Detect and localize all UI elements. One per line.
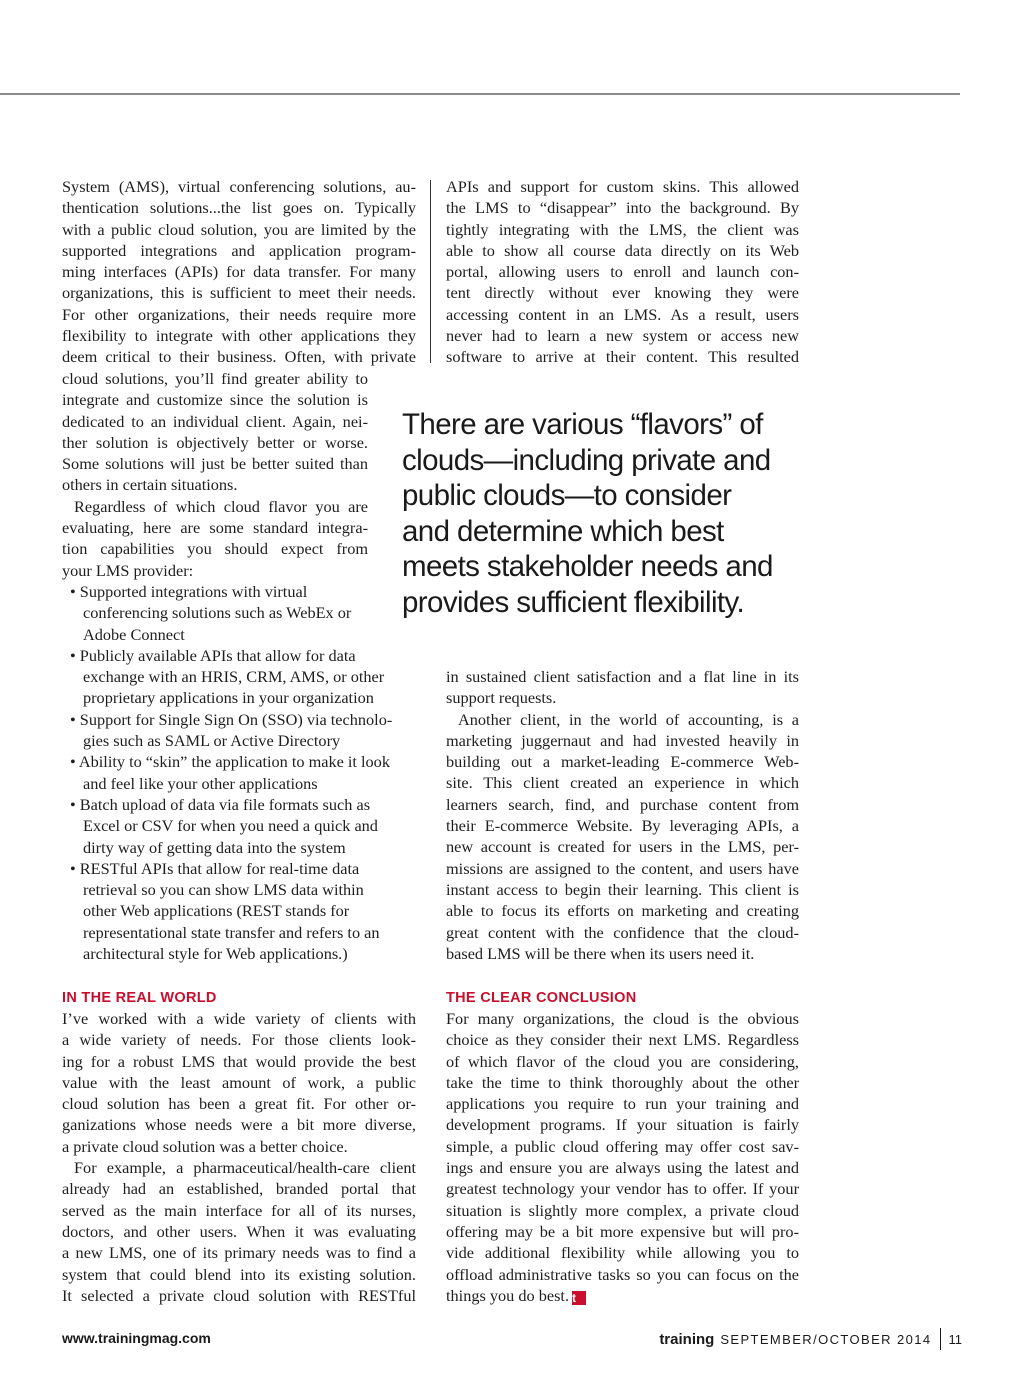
text-line: APIs and support for custom skins. This allowed (446, 177, 799, 196)
text-line: cloud solution has been a great fit. For other or- (62, 1094, 416, 1114)
footer-separator (940, 1328, 941, 1350)
text-line: For other organizations, their needs require more (62, 304, 416, 324)
left-column-top (62, 176, 416, 368)
text-line: other Web applications (REST stands for (83, 901, 350, 921)
pull-quote-line: public clouds—to consider (402, 479, 732, 513)
text-line: able to show all course data directly on its Web (446, 240, 799, 260)
text-line: with a public cloud solution, you are limited by the (62, 219, 416, 239)
text-line: vide additional flexibility while allowing you to (446, 1243, 799, 1263)
text-line: a wide variety of needs. For those clients look- (62, 1030, 416, 1050)
text-line: instant access to begin their learning. This client is (446, 879, 799, 899)
text-line: flexibility to integrate with other applications they (62, 326, 416, 346)
text-line: offload administrative tasks so you can focus on the (446, 1264, 799, 1284)
text-line: a private cloud solution was a better choice. (62, 1136, 348, 1156)
text-line: ther solution is objectively better or worse. (62, 432, 368, 452)
text-line: integrate and customize since the solution is (62, 390, 368, 410)
text-line: proprietary applications in your organization (83, 688, 374, 708)
text-line: of which flavor of the cloud you are considering, (446, 1051, 799, 1071)
pull-quote-line: clouds—including private and (402, 443, 771, 477)
text-line: architectural style for Web applications.) (83, 944, 348, 964)
text-line: For example, a pharmaceutical/health-care client (74, 1158, 416, 1178)
text-line: their E-commerce Website. By leveraging APIs, a (446, 816, 799, 836)
text-line: great content with the confidence that the cloud- (446, 922, 799, 942)
text-line: others in certain situations. (62, 475, 238, 495)
text-line: a new LMS, one of its primary needs was to find a (62, 1243, 416, 1263)
text-line: exchange with an HRIS, CRM, AMS, or other (83, 667, 385, 687)
text-line: support requests. (446, 688, 557, 708)
text-line: doctors, and other users. When it was evaluating (62, 1221, 416, 1241)
header-rule (0, 93, 960, 95)
text-line: tent directly without ever knowing they were (446, 283, 799, 303)
text-line: retrieval so you can show LMS data within (83, 880, 364, 900)
end-mark-icon: t (572, 1291, 586, 1305)
text-line: accessing content in an LMS. As a result, users (446, 304, 799, 324)
text-line: supported integrations and application program- (62, 240, 416, 260)
text-line: gies such as SAML or Active Directory (83, 731, 341, 751)
text-line: learners search, find, and purchase content from (446, 794, 799, 814)
left-column-bottom (62, 1008, 416, 1306)
text-line: I’ve worked with a wide variety of clients with (62, 1009, 416, 1028)
text-line: based LMS will be there when its users need it. (446, 943, 755, 963)
text-line: • Batch upload of data via file formats such as (70, 794, 371, 814)
text-line: dedicated to an individual client. Again, nei- (62, 411, 368, 431)
text-line: Some solutions will just be better suited than (62, 454, 368, 474)
text-line: organizations, this is sufficient to meet their needs. (62, 283, 416, 303)
text-line: • Supported integrations with virtual (70, 582, 308, 601)
text-line: marketing juggernaut and had invested heavily in (446, 730, 799, 750)
text-line: evaluating, here are some standard integra- (62, 518, 368, 538)
footer-folio (659, 1328, 962, 1348)
text-line: choice as they consider their next LMS. Regardless (446, 1030, 799, 1050)
text-line: It selected a private cloud solution with RESTful (62, 1285, 416, 1305)
text-line: Excel or CSV for when you need a quick and (83, 816, 378, 836)
right-column-bottom (446, 1008, 799, 1306)
text-line: thentication solutions...the list goes on. Typically (62, 198, 416, 218)
text-line: dirty way of getting data into the system (83, 837, 346, 857)
text-line: and feel like your other applications (83, 773, 318, 793)
text-line: For many organizations, the cloud is the obvious (446, 1009, 799, 1028)
text-line: the LMS to “disappear” into the background. By (446, 198, 799, 218)
text-line: Adobe Connect (83, 624, 185, 644)
text-line: tion capabilities you should expect from (62, 539, 368, 559)
left-column-narrow (62, 368, 368, 581)
text-line: representational state transfer and refers to an (83, 922, 380, 942)
section-heading-clear-conclusion: THE CLEAR CONCLUSION (446, 990, 637, 1006)
text-line: value with the least amount of work, a public (62, 1072, 416, 1092)
pull-quote-line: and determine which best (402, 514, 724, 548)
right-column-top (446, 176, 799, 368)
text-line: building out a market-leading E-commerce Web- (446, 752, 799, 772)
text-line: • Ability to “skin” the application to make it look (70, 752, 390, 772)
text-line: • Publicly available APIs that allow for data (70, 645, 356, 665)
text-line: situation is slightly more complex, a private cloud (446, 1200, 799, 1220)
text-line: already had an established, branded portal that (62, 1179, 416, 1199)
text-line: development programs. If your situation is fairly (446, 1115, 799, 1135)
column-divider (430, 180, 431, 363)
pull-quote-line: provides sufficient flexibility. (402, 585, 745, 619)
text-line: site. This client created an experience in which (446, 773, 799, 793)
text-line: • RESTful APIs that allow for real-time data (70, 858, 360, 878)
text-line: ming interfaces (APIs) for data transfer. For many (62, 262, 416, 282)
text-line: take the time to think thoroughly about the other (446, 1072, 799, 1092)
capability-bullet-list (62, 581, 412, 964)
text-line: ganizations whose needs were a bit more diverse, (62, 1115, 416, 1135)
text-line: able to focus its efforts on marketing and creating (446, 901, 799, 921)
text-line: Regardless of which cloud flavor you are (74, 496, 368, 516)
text-line: cloud solutions, you’ll find greater ability to (62, 369, 368, 388)
text-line: • Support for Single Sign On (SSO) via technolo- (70, 709, 393, 729)
text-line: ing for a robust LMS that would provide the best (62, 1051, 416, 1071)
footer-website-link[interactable]: www.trainingmag.com (62, 1330, 211, 1346)
pull-quote-line: There are various “flavors” of (402, 408, 763, 441)
pull-quote-line: meets stakeholder needs and (402, 550, 773, 584)
text-line: served as the main interface for all of its nurses, (62, 1200, 416, 1220)
text-line: applications you require to run your training and (446, 1094, 799, 1114)
text-line: simple, a public cloud offering may offer cost sav- (446, 1136, 799, 1156)
text-line: System (AMS), virtual conferencing solutions, au- (62, 177, 416, 196)
text-line: offering may be a bit more expensive but will pro- (446, 1221, 799, 1241)
text-line: software to arrive at their content. This resulted (446, 347, 799, 367)
text-line: system that could blend into its existing solution. (62, 1264, 416, 1284)
footer-magazine-brand: training (659, 1331, 715, 1348)
text-line: greatest technology your vendor has to offer. If your (446, 1179, 799, 1199)
text-line: new account is created for users in the LMS, per- (446, 837, 799, 857)
text-line: deem critical to their business. Often, with private (62, 347, 416, 367)
text-line: missions are assigned to the content, and users have (446, 858, 799, 878)
section-heading-real-world: IN THE REAL WORLD (62, 990, 217, 1006)
text-line: tightly integrating with the LMS, the client was (446, 219, 799, 239)
text-line: conferencing solutions such as WebEx or (83, 603, 352, 623)
text-line: portal, allowing users to enroll and launch con- (446, 262, 799, 282)
text-line: in sustained client satisfaction and a flat line in its (446, 667, 799, 686)
pull-quote (402, 407, 802, 621)
right-column-middle (446, 666, 799, 964)
text-line: Another client, in the world of accounting, is a (458, 709, 799, 729)
text-line: never had to learn a new system or access new (446, 326, 799, 346)
footer-issue-date: SEPTEMBER/OCTOBER 2014 (720, 1332, 932, 1347)
text-line: things you do best. t (446, 1285, 799, 1306)
text-line: ings and ensure you are always using the latest and (446, 1158, 799, 1178)
text-line: your LMS provider: (62, 560, 194, 580)
page-number: 11 (948, 1332, 962, 1347)
